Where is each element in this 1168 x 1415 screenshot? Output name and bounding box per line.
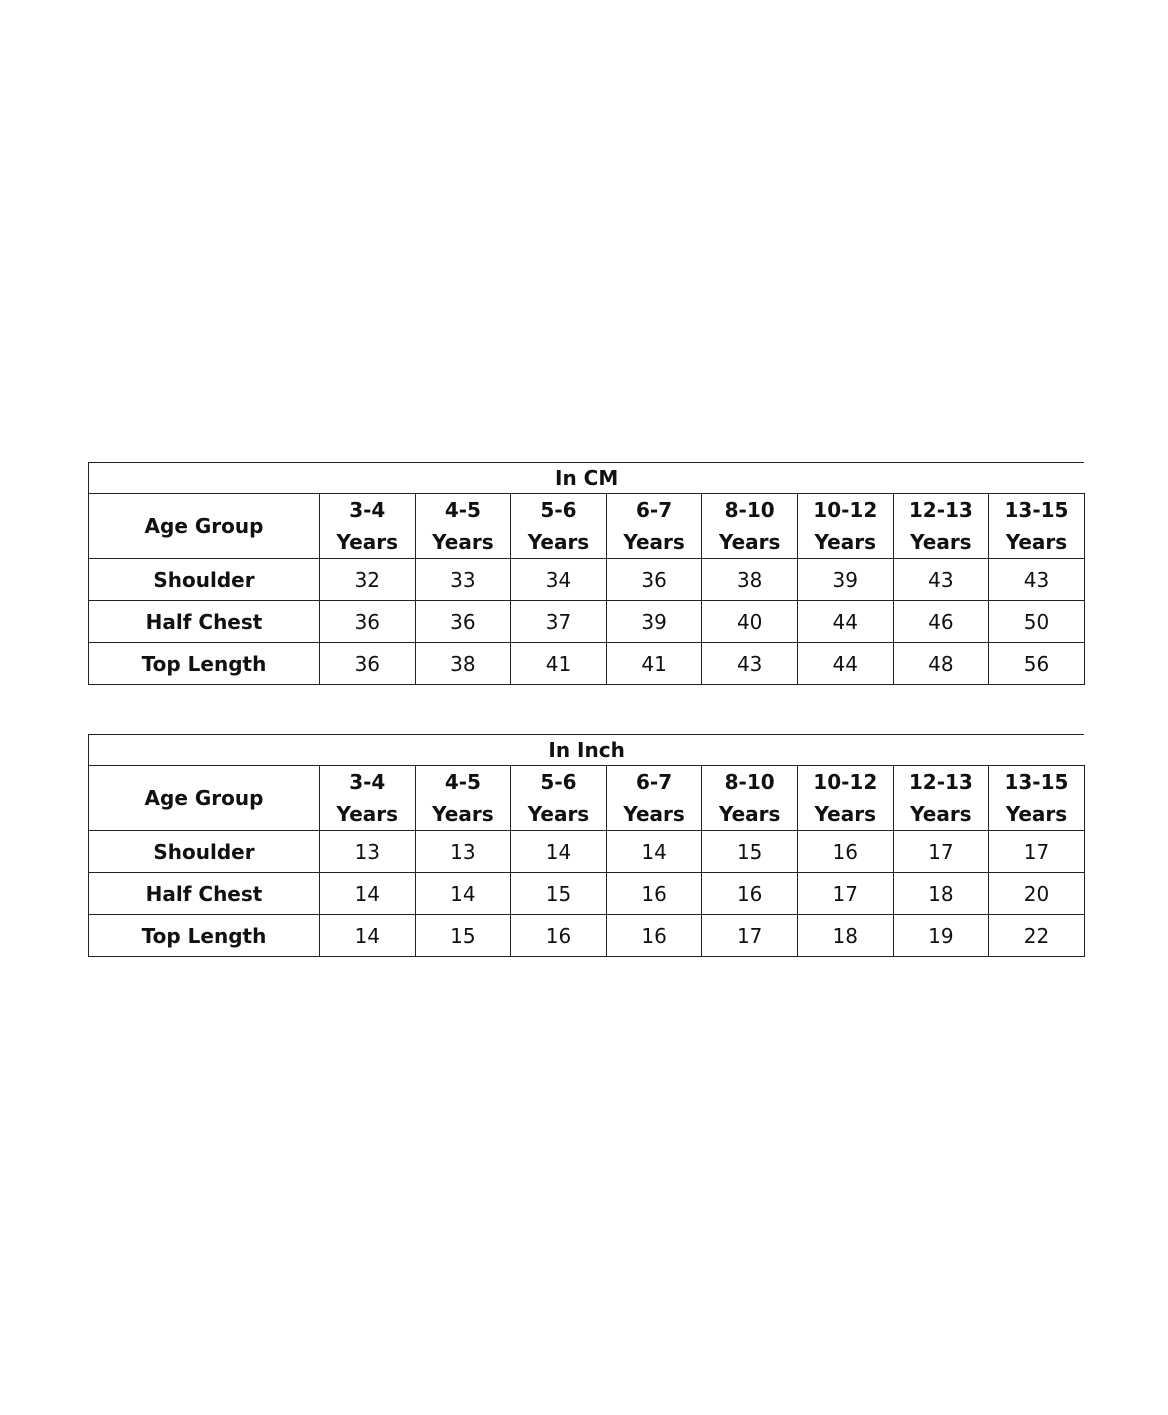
cell: 14 [320, 915, 416, 957]
row-label: Top Length [89, 915, 320, 957]
column-header-text: 10-12 [813, 770, 878, 794]
column-header-text: Years [718, 802, 781, 826]
column-header-text: Years [336, 802, 399, 826]
cell: 36 [606, 559, 702, 601]
cell: 33 [415, 559, 511, 601]
cell: 16 [702, 873, 798, 915]
row-label: Half Chest [89, 601, 320, 643]
column-header-text: Years [910, 530, 972, 554]
cell: 17 [797, 873, 893, 915]
row-label: Shoulder [89, 559, 320, 601]
column-header-text: 12-13 [908, 498, 973, 522]
cell: 14 [606, 831, 702, 873]
cell: 39 [797, 559, 893, 601]
column-header-text: 4-5 [444, 498, 481, 522]
column-header-text: 3-4 [349, 770, 386, 794]
column-header [320, 766, 416, 831]
table-row [89, 873, 1085, 915]
cell: 44 [797, 643, 893, 685]
column-header [797, 766, 893, 831]
table-row [89, 831, 1085, 873]
cell: 56 [989, 643, 1085, 685]
cell: 18 [797, 915, 893, 957]
column-header [893, 494, 989, 559]
column-header-text: Years [1005, 530, 1068, 554]
column-header-text: Years [527, 802, 590, 826]
cell: 41 [511, 643, 607, 685]
cell: 22 [989, 915, 1085, 957]
column-header-text: 10-12 [813, 498, 878, 522]
column-header-text: 8-10 [724, 498, 775, 522]
column-header [893, 766, 989, 831]
row-label: Half Chest [89, 873, 320, 915]
cell: 34 [511, 559, 607, 601]
cell: 38 [415, 643, 511, 685]
cell: 36 [415, 601, 511, 643]
column-header [415, 494, 511, 559]
column-header [320, 494, 416, 559]
cell: 36 [320, 643, 416, 685]
cell: 44 [797, 601, 893, 643]
cell: 16 [606, 873, 702, 915]
column-header-text: Years [718, 530, 781, 554]
cell: 37 [511, 601, 607, 643]
column-header [606, 494, 702, 559]
cell: 16 [511, 915, 607, 957]
column-header-text: 3-4 [349, 498, 386, 522]
column-header-text: 5-6 [540, 770, 577, 794]
column-header-text: 13-15 [1004, 770, 1069, 794]
cell: 13 [415, 831, 511, 873]
cell: 43 [702, 643, 798, 685]
cell: 43 [893, 559, 989, 601]
column-header-text: Years [814, 530, 876, 554]
column-header-text: Years [910, 802, 972, 826]
column-header [702, 766, 798, 831]
cell: 14 [415, 873, 511, 915]
cell: 41 [606, 643, 702, 685]
cell: 46 [893, 601, 989, 643]
column-header [797, 494, 893, 559]
column-header-text: 6-7 [636, 770, 673, 794]
column-header [511, 766, 607, 831]
cell: 36 [320, 601, 416, 643]
cell: 15 [511, 873, 607, 915]
table-row [89, 643, 1085, 685]
row-label: Shoulder [89, 831, 320, 873]
cell: 38 [702, 559, 798, 601]
size-chart-cm [88, 462, 1085, 685]
table-title: In CM [89, 463, 1085, 494]
cell: 39 [606, 601, 702, 643]
column-header [511, 494, 607, 559]
cell: 17 [893, 831, 989, 873]
column-header-text: Years [432, 802, 494, 826]
cell: 13 [320, 831, 416, 873]
row-label: Top Length [89, 643, 320, 685]
table-row [89, 601, 1085, 643]
column-header-text: Years [527, 530, 590, 554]
cell: 48 [893, 643, 989, 685]
column-header-text: 6-7 [636, 498, 673, 522]
column-header-text: 4-5 [444, 770, 481, 794]
column-header-text: 13-15 [1004, 498, 1069, 522]
cell: 16 [797, 831, 893, 873]
column-header [415, 766, 511, 831]
column-header [606, 766, 702, 831]
age-group-header: Age Group [89, 766, 320, 831]
cell: 17 [702, 915, 798, 957]
cell: 19 [893, 915, 989, 957]
column-header-text: Years [1005, 802, 1068, 826]
cell: 18 [893, 873, 989, 915]
cell: 15 [702, 831, 798, 873]
cell: 50 [989, 601, 1085, 643]
cell: 14 [320, 873, 416, 915]
column-header-text: Years [336, 530, 399, 554]
size-chart-inch [88, 734, 1085, 957]
cell: 15 [415, 915, 511, 957]
column-header-text: Years [623, 802, 685, 826]
cell: 16 [606, 915, 702, 957]
age-group-header: Age Group [89, 494, 320, 559]
cell: 40 [702, 601, 798, 643]
column-header-text: Years [814, 802, 876, 826]
column-header-text: 5-6 [540, 498, 577, 522]
column-header-text: Years [432, 530, 494, 554]
column-header-text: 12-13 [908, 770, 973, 794]
table-title: In Inch [89, 735, 1085, 766]
column-header [989, 494, 1085, 559]
table-row [89, 559, 1085, 601]
column-header-text: 8-10 [724, 770, 775, 794]
cell: 14 [511, 831, 607, 873]
cell: 32 [320, 559, 416, 601]
column-header [702, 494, 798, 559]
table-row [89, 915, 1085, 957]
column-header [989, 766, 1085, 831]
column-header-text: Years [623, 530, 685, 554]
cell: 17 [989, 831, 1085, 873]
cell: 20 [989, 873, 1085, 915]
cell: 43 [989, 559, 1085, 601]
